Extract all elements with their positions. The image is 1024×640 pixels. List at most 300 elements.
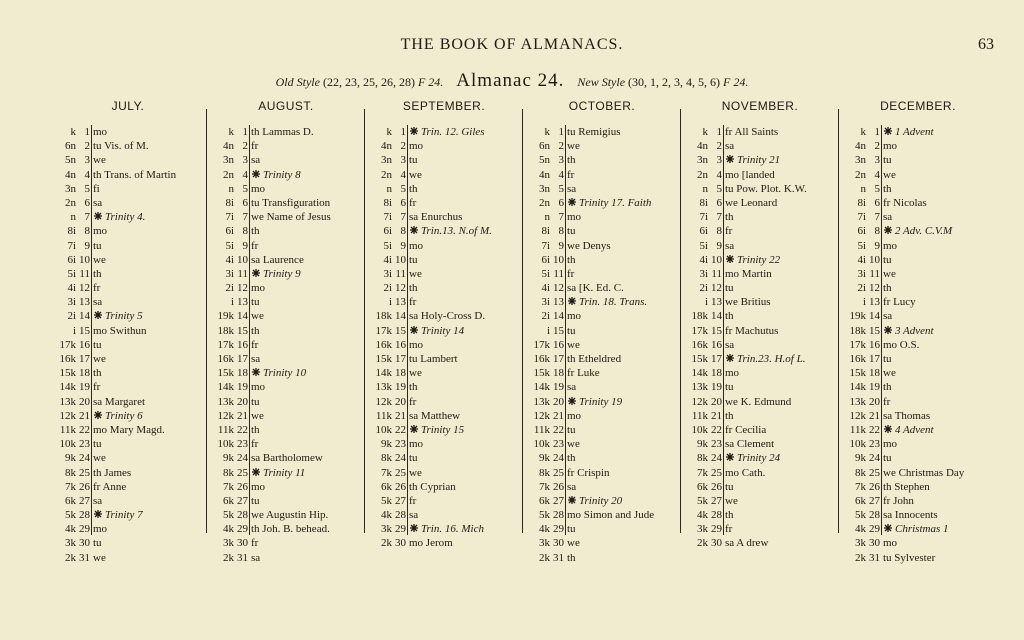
weekday-label: fr Cecilia (725, 423, 767, 436)
dominical-letter: 6k (855, 494, 866, 507)
dominical-letter: 7k (539, 480, 550, 493)
sunday-label: Trinity 22 (737, 253, 781, 266)
weekday-label: we (93, 452, 106, 465)
day-number: 21 (553, 409, 564, 422)
dominical-letter: 15k (691, 353, 708, 365)
day-row (210, 380, 362, 394)
dominical-letter: 17k (59, 338, 76, 351)
day-entry (883, 125, 994, 139)
day-entry (883, 466, 994, 480)
weekday-label: mo (251, 182, 266, 195)
day-entry (567, 551, 678, 565)
weekday-label: we Christmas Day (883, 466, 965, 479)
weekday-label: sa A drew (725, 537, 769, 550)
calendar-table (52, 99, 998, 564)
day-number: 4 (400, 168, 406, 181)
weekday-label: sa (93, 196, 103, 209)
dominical-letter: 4n (539, 168, 550, 181)
sunday-mark-icon (93, 310, 103, 320)
sunday-mark-icon (409, 126, 419, 136)
day-row (210, 366, 362, 380)
day-row (526, 508, 678, 522)
day-number: 13 (711, 296, 722, 309)
sunday-mark-icon (725, 154, 735, 164)
dominical-letter: 18k (691, 310, 708, 323)
weekday-label: th (883, 282, 892, 295)
day-entry (725, 437, 836, 451)
day-number: 29 (553, 523, 564, 536)
weekday-label: sa (251, 154, 261, 167)
day-number: 15 (553, 324, 564, 337)
dominical-letter: 5k (223, 509, 234, 522)
sunday-label: 1 Advent (895, 126, 934, 138)
day-number: 6 (558, 196, 564, 209)
almanac-heading (0, 70, 1024, 92)
dominical-letter: 12k (849, 409, 866, 422)
day-entry (409, 153, 520, 167)
dominical-letter: 9k (697, 438, 708, 451)
weekday-label: th Joh. B. behead. (251, 523, 330, 536)
day-number: 17 (553, 353, 564, 365)
dominical-letter: 2n (381, 168, 392, 181)
day-entry (567, 125, 678, 139)
day-entry (93, 125, 204, 139)
weekday-label: tu (409, 452, 418, 465)
dominical-letter: 5k (381, 494, 392, 507)
weekday-label: tu (567, 523, 576, 536)
day-entry (93, 352, 204, 366)
day-number: 8 (716, 225, 722, 238)
day-row (210, 168, 362, 182)
day-entry (725, 324, 836, 338)
day-number: 9 (874, 239, 880, 252)
dominical-letter: 3i (541, 296, 550, 309)
day-number: 27 (395, 494, 406, 507)
day-number: 29 (237, 523, 248, 536)
day-number: 25 (79, 466, 90, 479)
day-entry (567, 366, 678, 380)
weekday-label: fr (409, 395, 417, 408)
dominical-letter: 8i (857, 196, 866, 209)
weekday-label: tu Sylvester (883, 551, 936, 564)
day-number: 19 (869, 381, 880, 394)
dominical-letter: 10k (59, 438, 76, 451)
day-entry (93, 508, 204, 522)
day-entry (567, 239, 678, 253)
weekday-label: mo (93, 126, 108, 138)
dominical-letter: 2k (65, 551, 76, 564)
day-entry (93, 153, 204, 167)
day-number: 18 (553, 367, 564, 380)
day-number: 27 (237, 494, 248, 507)
dominical-letter: 6k (539, 494, 550, 507)
day-number: 2 (400, 140, 406, 153)
day-number: 10 (711, 253, 722, 266)
day-number: 13 (869, 296, 880, 309)
dominical-letter: 4i (541, 282, 550, 295)
weekday-label: tu (251, 395, 260, 408)
weekday-label: sa (725, 239, 735, 252)
day-row (210, 466, 362, 480)
weekday-label: we Denys (567, 239, 611, 252)
day-number: 20 (395, 395, 406, 408)
month-november (684, 99, 836, 550)
sunday-mark-icon (883, 424, 893, 434)
day-number: 26 (553, 480, 564, 493)
day-number: 1 (874, 126, 880, 138)
day-number: 5 (400, 182, 406, 195)
weekday-label: we (567, 438, 580, 451)
day-list (368, 125, 520, 551)
day-row (684, 338, 836, 352)
day-row (368, 423, 520, 437)
weekday-label: mo (883, 438, 898, 451)
day-row (684, 139, 836, 153)
day-entry (567, 139, 678, 153)
weekday-label: th (251, 324, 260, 337)
day-entry (883, 423, 994, 437)
day-entry (251, 309, 362, 323)
day-entry (725, 139, 836, 153)
weekday-label: tu (409, 154, 418, 167)
dominical-letter: 6n (65, 140, 76, 153)
weekday-label: mo (93, 225, 108, 238)
dominical-letter: 7k (223, 480, 234, 493)
day-entry (567, 309, 678, 323)
sunday-label: Trinity 15 (421, 423, 465, 436)
day-number: 25 (553, 466, 564, 479)
day-row (684, 309, 836, 323)
month-name: NOVEMBER. (721, 99, 799, 113)
dominical-letter: 4k (223, 523, 234, 536)
weekday-label: fr Anne (93, 480, 127, 493)
day-number: 15 (869, 324, 880, 337)
day-entry (93, 281, 204, 295)
dominical-letter: 11k (59, 423, 76, 436)
day-number: 19 (237, 381, 248, 394)
day-row (210, 182, 362, 196)
day-number: 26 (237, 480, 248, 493)
day-entry (251, 409, 362, 423)
day-number: 5 (242, 182, 248, 195)
dominical-letter: k (702, 126, 708, 138)
weekday-label: mo (251, 480, 266, 493)
day-entry (251, 168, 362, 182)
day-row (52, 423, 204, 437)
weekday-label: fr (883, 395, 891, 408)
dominical-letter: 12k (533, 409, 550, 422)
dominical-letter: 2i (67, 310, 76, 323)
sunday-mark-icon (883, 325, 893, 335)
day-number: 5 (716, 182, 722, 195)
weekday-label: tu Vis. of M. (93, 140, 149, 153)
day-number: 1 (558, 126, 564, 138)
dominical-letter: 12k (691, 395, 708, 408)
day-entry (409, 380, 520, 394)
day-number: 30 (395, 537, 406, 550)
day-number: 27 (553, 494, 564, 507)
day-number: 24 (553, 452, 564, 465)
day-entry (409, 295, 520, 309)
day-entry (409, 480, 520, 494)
day-number: 11 (553, 267, 564, 280)
day-entry (93, 182, 204, 196)
day-entry (93, 224, 204, 238)
day-entry (567, 480, 678, 494)
day-number: 29 (869, 523, 880, 536)
day-entry (251, 153, 362, 167)
day-number: 23 (553, 438, 564, 451)
weekday-label: we (93, 154, 106, 167)
weekday-label: fr (409, 494, 417, 507)
weekday-label: mo (883, 239, 898, 252)
sunday-label: Trinity 5 (105, 310, 143, 323)
day-number: 31 (79, 551, 90, 564)
day-number: 10 (553, 253, 564, 266)
dominical-letter: 3k (381, 523, 392, 536)
dominical-letter: 16k (217, 353, 234, 365)
day-entry (883, 536, 994, 550)
day-entry (93, 168, 204, 182)
day-entry (251, 466, 362, 480)
day-entry (409, 267, 520, 281)
day-row (526, 168, 678, 182)
dominical-letter: 14k (59, 381, 76, 394)
weekday-label: sa (883, 310, 893, 323)
dominical-letter: 4n (697, 140, 708, 153)
day-entry (883, 239, 994, 253)
day-entry (567, 338, 678, 352)
day-number: 19 (79, 381, 90, 394)
weekday-label: fr (725, 523, 733, 536)
day-number: 20 (553, 395, 564, 408)
weekday-label: sa [K. Ed. C. (567, 282, 624, 295)
day-entry (725, 338, 836, 352)
dominical-letter: 2k (539, 551, 550, 564)
weekday-label: sa (567, 182, 577, 195)
day-entry (93, 380, 204, 394)
dominical-letter: 14k (533, 381, 550, 394)
day-row (368, 168, 520, 182)
day-entry (883, 494, 994, 508)
dominical-letter: 4i (67, 282, 76, 295)
day-entry (883, 437, 994, 451)
dominical-letter: i (388, 296, 392, 309)
column-divider (206, 109, 207, 533)
day-row (210, 210, 362, 224)
day-row (684, 536, 836, 550)
day-entry (409, 253, 520, 267)
day-entry (725, 182, 836, 196)
day-entry (251, 196, 362, 210)
day-entry (251, 281, 362, 295)
day-row (842, 125, 994, 139)
day-number: 28 (553, 509, 564, 522)
dominical-letter: 3i (857, 267, 866, 280)
weekday-label: tu Pow. Plot. K.W. (725, 182, 807, 195)
dominical-letter: 5i (857, 239, 866, 252)
weekday-label: sa Laurence (251, 253, 304, 266)
day-entry (93, 253, 204, 267)
day-entry (725, 423, 836, 437)
dominical-letter: 4i (383, 253, 392, 266)
day-entry (251, 224, 362, 238)
day-row (526, 366, 678, 380)
weekday-label: fr Machutus (725, 324, 779, 337)
day-row (210, 196, 362, 210)
day-number: 24 (237, 452, 248, 465)
day-number: 14 (79, 310, 90, 323)
day-entry (567, 522, 678, 536)
month-december (842, 99, 994, 564)
day-entry (93, 409, 204, 423)
day-entry (251, 267, 362, 281)
day-row (368, 224, 520, 238)
day-entry (567, 281, 678, 295)
day-row (52, 125, 204, 139)
day-entry (883, 224, 994, 238)
day-number: 7 (874, 211, 880, 224)
day-number: 8 (400, 225, 406, 238)
day-entry (93, 437, 204, 451)
day-number: 14 (869, 310, 880, 323)
day-number: 9 (558, 239, 564, 252)
day-entry (93, 196, 204, 210)
dominical-letter: 9k (855, 452, 866, 465)
sunday-mark-icon (251, 169, 261, 179)
day-row (526, 409, 678, 423)
day-number: 11 (869, 267, 880, 280)
day-number: 23 (869, 438, 880, 451)
dominical-letter: 12k (217, 409, 234, 422)
day-number: 8 (558, 225, 564, 238)
day-number: 3 (84, 154, 90, 167)
weekday-label: mo (409, 438, 424, 451)
weekday-label: mo (251, 282, 266, 295)
column-divider (522, 109, 523, 533)
day-row (684, 324, 836, 338)
day-number: 9 (242, 239, 248, 252)
sunday-label: Trin.23. H.of L. (737, 353, 806, 365)
weekday-label: mo (409, 140, 424, 153)
day-row (210, 153, 362, 167)
weekday-label: fr (251, 140, 259, 153)
day-number: 28 (711, 509, 722, 522)
day-number: 13 (237, 296, 248, 309)
weekday-label: fr John (883, 494, 914, 507)
dominical-letter: 17k (533, 338, 550, 351)
day-entry (883, 380, 994, 394)
weekday-label: sa Thomas (883, 409, 931, 422)
day-row (684, 522, 836, 536)
weekday-label: sa (725, 140, 735, 153)
sunday-mark-icon (567, 396, 577, 406)
dominical-letter: 6k (223, 494, 234, 507)
day-number: 1 (84, 126, 90, 138)
dominical-letter: n (860, 182, 866, 195)
dominical-letter: 2i (383, 282, 392, 295)
weekday-label: mo Martin (725, 267, 772, 280)
day-entry (93, 338, 204, 352)
day-number: 3 (242, 154, 248, 167)
weekday-label: mo (409, 239, 424, 252)
dominical-letter: 8i (383, 196, 392, 209)
weekday-label: fr (409, 196, 417, 209)
day-entry (725, 522, 836, 536)
day-entry (883, 409, 994, 423)
day-row (842, 139, 994, 153)
day-list (684, 125, 836, 551)
dominical-letter: 2n (539, 196, 550, 209)
dominical-letter: 18k (849, 324, 866, 337)
weekday-label: mo (567, 409, 582, 422)
day-entry (93, 480, 204, 494)
weekday-label: mo Jerom (409, 537, 453, 550)
day-entry (409, 338, 520, 352)
day-number: 14 (395, 310, 406, 323)
sunday-label: Trin.13. N.of M. (421, 225, 492, 238)
dominical-letter: 16k (691, 338, 708, 351)
weekday-label: sa (567, 381, 577, 394)
day-number: 15 (237, 324, 248, 337)
dominical-letter: 8k (223, 466, 234, 479)
day-number: 21 (79, 409, 90, 422)
day-entry (567, 437, 678, 451)
dominical-letter: 16k (375, 338, 392, 351)
day-row (368, 494, 520, 508)
weekday-label: mo [landed (725, 168, 775, 181)
day-row (526, 494, 678, 508)
day-number: 6 (400, 196, 406, 209)
dominical-letter: 7i (67, 239, 76, 252)
day-entry (251, 508, 362, 522)
day-row (52, 239, 204, 253)
dominical-letter: 4k (855, 523, 866, 536)
day-row (684, 168, 836, 182)
day-number: 10 (79, 253, 90, 266)
day-entry (883, 210, 994, 224)
day-number: 28 (869, 509, 880, 522)
day-entry (93, 239, 204, 253)
day-entry (725, 239, 836, 253)
day-row (52, 210, 204, 224)
dominical-letter: 3k (223, 537, 234, 550)
sunday-label: Trinity 14 (421, 324, 465, 337)
day-entry (93, 295, 204, 309)
sunday-label: Trinity 7 (105, 509, 143, 522)
day-row (52, 380, 204, 394)
day-row (210, 139, 362, 153)
day-entry (93, 551, 204, 565)
weekday-label: mo (93, 523, 108, 536)
weekday-label: we Name of Jesus (251, 211, 331, 224)
dominical-letter: k (386, 126, 392, 138)
dominical-letter: 4k (697, 509, 708, 522)
day-entry (883, 324, 994, 338)
day-row (210, 224, 362, 238)
day-entry (409, 466, 520, 480)
day-row (684, 366, 836, 380)
dominical-letter: i (72, 324, 76, 337)
day-entry (251, 551, 362, 565)
weekday-label: sa Innocents (883, 509, 938, 522)
day-entry (883, 153, 994, 167)
weekday-label: fr (93, 381, 101, 394)
day-row (526, 139, 678, 153)
weekday-label: fr All Saints (725, 126, 779, 138)
dominical-letter: n (386, 182, 392, 195)
day-number: 22 (711, 423, 722, 436)
